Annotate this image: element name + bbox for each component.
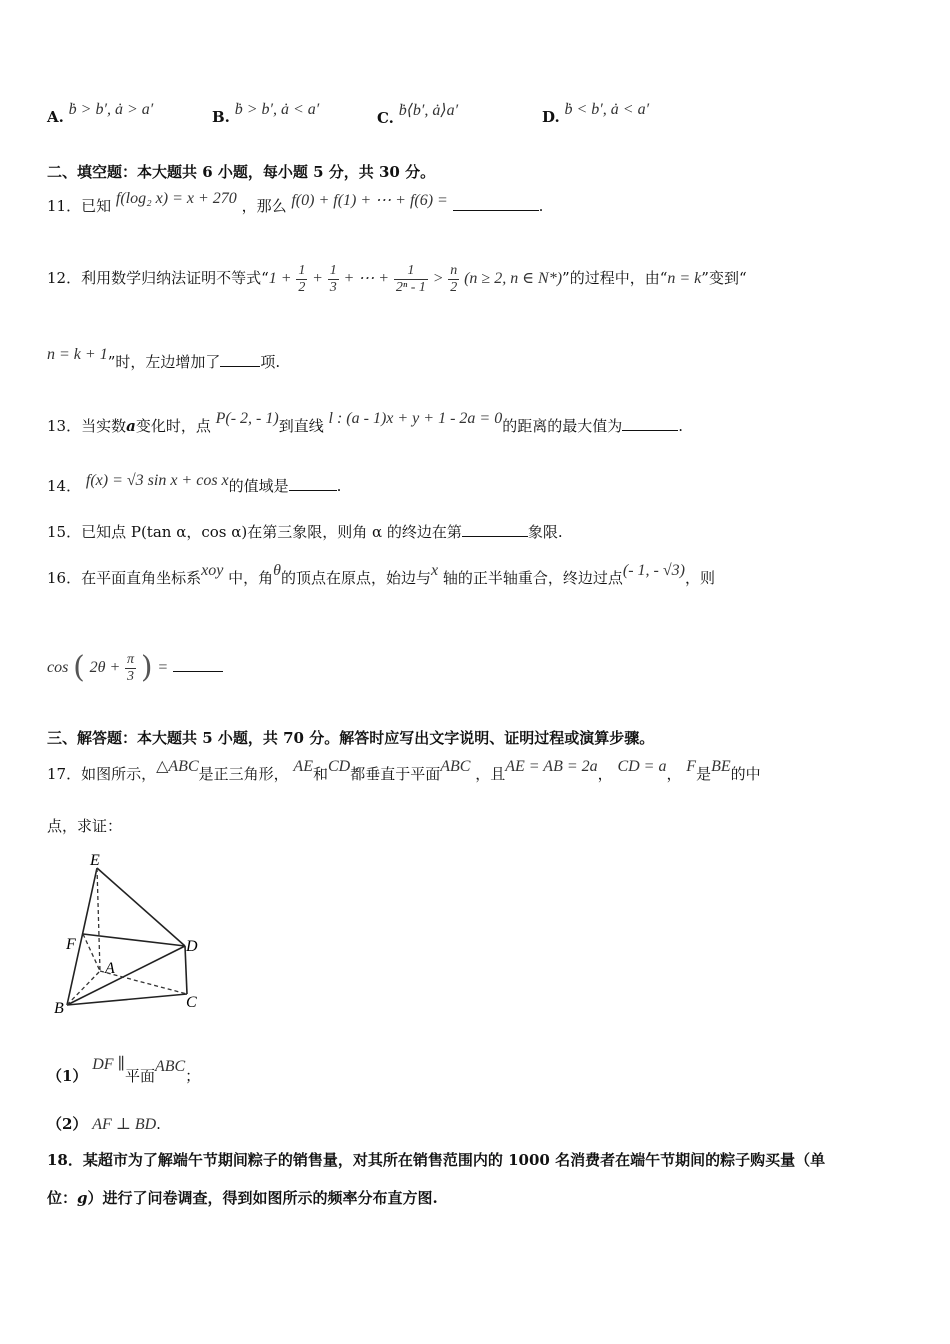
text: 变化时，点 bbox=[135, 417, 211, 435]
math-expr: f(0) + f(1) + ⋯ + f(6) = bbox=[291, 192, 448, 209]
question-number: 16．在平面直角坐标系 bbox=[47, 569, 202, 587]
question-13 bbox=[47, 410, 683, 437]
text: . bbox=[678, 417, 683, 435]
option-math: ḃ > b′, ȧ > a′ bbox=[68, 101, 154, 118]
text: 象限. bbox=[527, 523, 563, 541]
question-12-cont bbox=[47, 346, 281, 373]
option-math: ḃ > b′, ȧ < a′ bbox=[234, 101, 320, 118]
math-expr: xoy bbox=[201, 562, 224, 579]
math-expr: (- 1, - √3) bbox=[622, 562, 685, 579]
option-label: D. bbox=[542, 108, 560, 126]
text: 位： bbox=[47, 1189, 78, 1207]
math-expr: + ⋯ + bbox=[343, 270, 390, 287]
text: 轴的正半轴重合，终边过点 bbox=[442, 569, 623, 587]
math-expr: f(log₂ x) = x + 270 bbox=[115, 190, 237, 207]
text: 的中 bbox=[730, 765, 761, 783]
answer-blank bbox=[622, 416, 678, 431]
math-expr: DF ∥ bbox=[92, 1056, 125, 1073]
option-label: A. bbox=[47, 108, 64, 126]
question-17 bbox=[47, 758, 761, 785]
text: . bbox=[538, 197, 544, 215]
question-16-formula: cos ( 2θ + $\frac{\pi}{3}$ ) = bbox=[47, 645, 223, 689]
math-expr: n = k + 1 bbox=[47, 346, 108, 363]
fraction: $\frac{1}{3}$ bbox=[329, 262, 337, 295]
math-expr: (n ≥ 2, n ∈ N*) bbox=[464, 270, 563, 287]
question-number: 13．当实数 bbox=[47, 417, 127, 435]
text: 平面 bbox=[124, 1067, 155, 1085]
text: 都垂直于平面 bbox=[350, 765, 441, 783]
math-expr: = bbox=[157, 659, 169, 676]
question-17-part-1 bbox=[47, 1056, 201, 1087]
text: 和 bbox=[312, 765, 328, 783]
part-label: （2） bbox=[47, 1115, 88, 1133]
text: 是正三角形， bbox=[198, 765, 289, 783]
vertex-label: A bbox=[105, 960, 115, 977]
text: ，则 bbox=[684, 569, 715, 587]
option-math: ḃ < b′, ȧ < a′ bbox=[564, 101, 650, 118]
option-label: B. bbox=[212, 108, 230, 126]
math-expr: AE bbox=[293, 758, 313, 775]
text: 的顶点在原点，始边与 bbox=[280, 569, 431, 587]
option-a bbox=[47, 101, 154, 127]
math-expr: 2θ + bbox=[89, 659, 121, 676]
text: . bbox=[156, 1115, 161, 1133]
math-expr: cos bbox=[47, 659, 69, 676]
text: 到直线 bbox=[278, 417, 324, 435]
text: 的距离的最大值为 bbox=[502, 417, 623, 435]
math-expr: 1 + bbox=[268, 270, 292, 287]
question-17-cont: 点，求证： bbox=[47, 817, 123, 835]
text: ，那么 bbox=[241, 197, 287, 215]
geometry-figure bbox=[50, 845, 210, 1020]
option-c bbox=[377, 102, 459, 128]
question-18-cont bbox=[47, 1188, 438, 1208]
math-expr: AF ⊥ BD bbox=[92, 1116, 157, 1133]
question-16 bbox=[47, 562, 715, 589]
math-expr: P(- 2, - 1) bbox=[215, 410, 279, 427]
math-expr: l : (a - 1)x + y + 1 - 2a = 0 bbox=[328, 410, 503, 427]
text: 的值域是 bbox=[228, 477, 289, 495]
unit: g bbox=[77, 1189, 88, 1207]
text: . bbox=[336, 477, 342, 495]
question-text: 15．已知点 P(tan α，cos α)在第三象限，则角 α 的终边在第 bbox=[47, 523, 462, 541]
text: ）进行了问卷调查，得到如图所示的频率分布直方图. bbox=[87, 1189, 438, 1207]
section-heading: 二、填空题：本大题共 6 小题，每小题 5 分，共 30 分。 bbox=[47, 163, 436, 181]
vertex-label: C bbox=[186, 994, 197, 1011]
question-15 bbox=[47, 522, 563, 542]
option-d bbox=[542, 101, 650, 127]
text: ； bbox=[185, 1067, 201, 1085]
math-expr: ABC bbox=[440, 758, 471, 775]
vertex-label: F bbox=[66, 936, 76, 953]
math-expr: > bbox=[432, 270, 444, 287]
fraction: $\frac{1}{\text{2ⁿ - 1}}$ bbox=[395, 262, 426, 295]
question-18: 18．某超市为了解端午节期间粽子的销售量，对其所在销售范围内的 1000 名消费者在端午节期间的粽子购买量（单 bbox=[47, 1151, 826, 1169]
text: ”的过程中，由“ bbox=[562, 269, 668, 287]
question-14 bbox=[47, 472, 342, 497]
text: 中，角 bbox=[228, 569, 274, 587]
text: ，且 bbox=[475, 765, 506, 783]
text: ， bbox=[597, 765, 613, 783]
math-expr: x bbox=[430, 562, 439, 579]
answer-blank bbox=[462, 522, 528, 537]
math-expr: θ bbox=[273, 562, 281, 579]
answer-blank bbox=[173, 657, 223, 672]
text: ”变到“ bbox=[701, 269, 747, 287]
fraction: $\frac{1}{2}$ bbox=[298, 262, 306, 295]
option-math: ḃ⟨b′, ȧ⟩a′ bbox=[398, 102, 459, 119]
text: 是 bbox=[696, 765, 712, 783]
variable: a bbox=[126, 417, 136, 435]
option-label: C. bbox=[377, 109, 394, 127]
fraction: $\frac{n}{2}$ bbox=[450, 262, 458, 295]
question-number: 17．如图所示， bbox=[47, 765, 157, 783]
option-b bbox=[212, 101, 320, 127]
math-expr: f(x) = √3 sin x + cos x bbox=[85, 472, 229, 489]
question-number: 11．已知 bbox=[47, 197, 112, 215]
answer-blank bbox=[289, 476, 337, 491]
vertex-label: E bbox=[90, 852, 100, 869]
part-label: （1） bbox=[47, 1067, 88, 1085]
answer-blank bbox=[220, 352, 260, 367]
math-expr: n = k bbox=[667, 270, 702, 287]
text: ， bbox=[666, 765, 682, 783]
math-expr: AE = AB = 2a bbox=[505, 758, 598, 775]
section-heading: 三、解答题：本大题共 5 小题，共 70 分。解答时应写出文字说明、证明过程或演算步骤。 bbox=[47, 729, 655, 747]
question-12: 12．利用数学归纳法证明不等式“1 + $\frac{1}{2}$ + $\frac{1}{3}$ + ⋯ + $\frac{1}{\text{2ⁿ - 1}}$ > $\frac{n}{2}$ (n ≥ 2, n ∈ N*)”的过程中，由“n = k”变到“ bbox=[47, 262, 747, 295]
question-17-part-2 bbox=[47, 1114, 161, 1135]
question-number: 12．利用数学归纳法证明不等式“ bbox=[47, 269, 269, 287]
answer-blank bbox=[453, 196, 539, 211]
math-expr: F bbox=[686, 758, 697, 775]
text: 项. bbox=[260, 353, 281, 371]
text: ”时，左边增加了 bbox=[107, 353, 221, 371]
fraction: $\frac{\pi}{3}$ bbox=[127, 651, 135, 684]
math-expr: CD = a bbox=[617, 758, 667, 775]
vertex-label: D bbox=[186, 938, 198, 955]
question-number: 14． bbox=[47, 477, 82, 495]
math-expr: BE bbox=[711, 758, 731, 775]
question-11 bbox=[47, 190, 544, 217]
vertex-label: B bbox=[54, 1000, 64, 1017]
math-expr: △ABC bbox=[156, 758, 199, 775]
math-expr: CD bbox=[327, 758, 351, 775]
math-expr: ABC bbox=[154, 1058, 186, 1075]
